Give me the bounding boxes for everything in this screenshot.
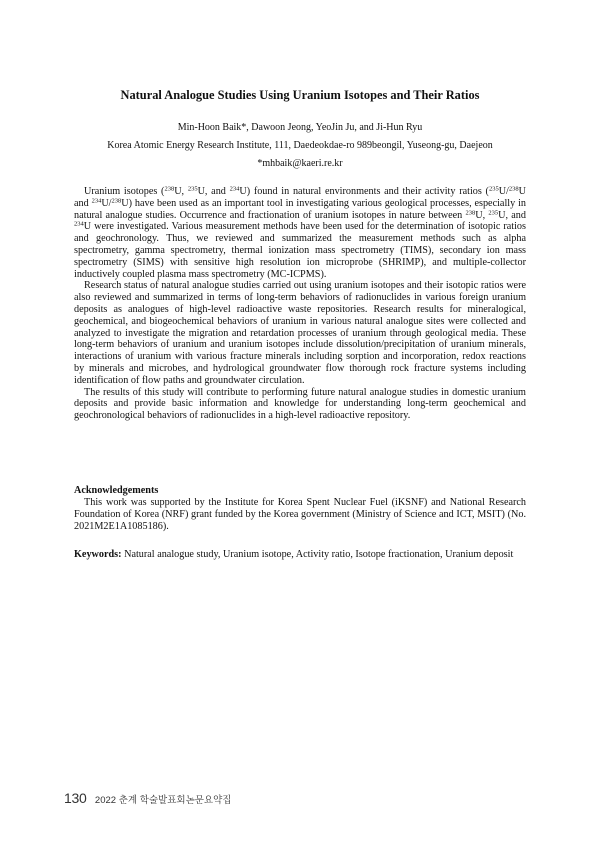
affiliation: Korea Atomic Energy Research Institute, 111, Daedeokdae-ro 989beongil, Yuseong-gu, Daejeon	[107, 140, 493, 151]
page-footer	[64, 790, 231, 808]
abstract-paragraph-3: The results of this study will contribute to performing future natural analogue studies in domestic uranium deposits and provide basic information and knowledge for understanding long-term geochemical and geochronological behaviors of radionuclides in a high-level radioactive repository.	[74, 386, 526, 422]
acknowledgements-heading: Acknowledgements	[74, 485, 159, 496]
acknowledgements-text: This work was supported by the Institute for Korea Spent Nuclear Fuel (iKSNF) and National Research Foundation of Korea (NRF) grant funded by the Korea government (Ministry of Science and ICT, MSIT) (No. 2021M2E1A1085186).	[74, 497, 526, 532]
abstract-body	[74, 186, 526, 422]
paper-title: Natural Analogue Studies Using Uranium Isotopes and Their Ratios	[120, 88, 480, 102]
page-number: 130	[64, 790, 87, 806]
keywords-text: Natural analogue study, Uranium isotope, Activity ratio, Isotope fractionation, Uranium deposit	[124, 549, 514, 560]
corresponding-email: *mhbaik@kaeri.re.kr	[257, 158, 343, 169]
keywords-section	[74, 548, 526, 561]
acknowledgements-body	[74, 497, 526, 532]
authors: Min-Hoon Baik*, Dawoon Jeong, YeoJin Ju, and Ji-Hun Ryu	[177, 122, 423, 133]
abstract-paragraph-2: Research status of natural analogue studies carried out using uranium isotopes and their isotopic ratios were also reviewed and summarized in terms of long-term behaviors of radionuclides in various foreign uranium deposits as analogues of high-level radioactive waste repositories. Research results for mineralogical, geochemical, and biogeochemical behaviors of uranium in various natural analogue sites were collected and analyzed to investigate the migration and retardation processes of uranium through geological media. These long-term behaviors of uranium and uranium isotopes include dissolution/precipitation of uranium minerals, interactions of uranium with various fracture minerals including sorption and incorporation, redox reactions by minerals and microbes, and hydrological groundwater flow thorough rock fracture systems including identification of flow paths and groundwater circulation.	[74, 280, 526, 386]
proceedings-name: 2022 춘계 학술발표회논문요약집	[94, 795, 232, 806]
abstract-paragraph-1: Uranium isotopes ($^{238}$U, $^{235}$U, and $^{234}$U) found in natural environments and their activity ratios ($^{235}$U/$^{238}$U and $^{234}$U/$^{238}$U) have been used as an important tool in investigating various geological processes, especially in natural analogue studies. Occurrence and fractionation of uranium isotopes in nature between $^{238}$U, $^{235}$U, and $^{234}$U were investigated. Various measurement methods have been used for the determination of isotopic ratios and geochronology. Thus, we reviewed and summarized the measurement methods such as alpha spectrometry, gamma spectrometry, thermal ionization mass spectrometry (TIMS), secondary ion mass spectrometry (SIMS) with sensitive high resolution ion microprobe (SHRIMP), and multiple-collector inductively coupled plasma mass spectrometry (MC-ICPMS).	[74, 185, 526, 280]
keywords-label: Keywords:	[74, 549, 122, 560]
